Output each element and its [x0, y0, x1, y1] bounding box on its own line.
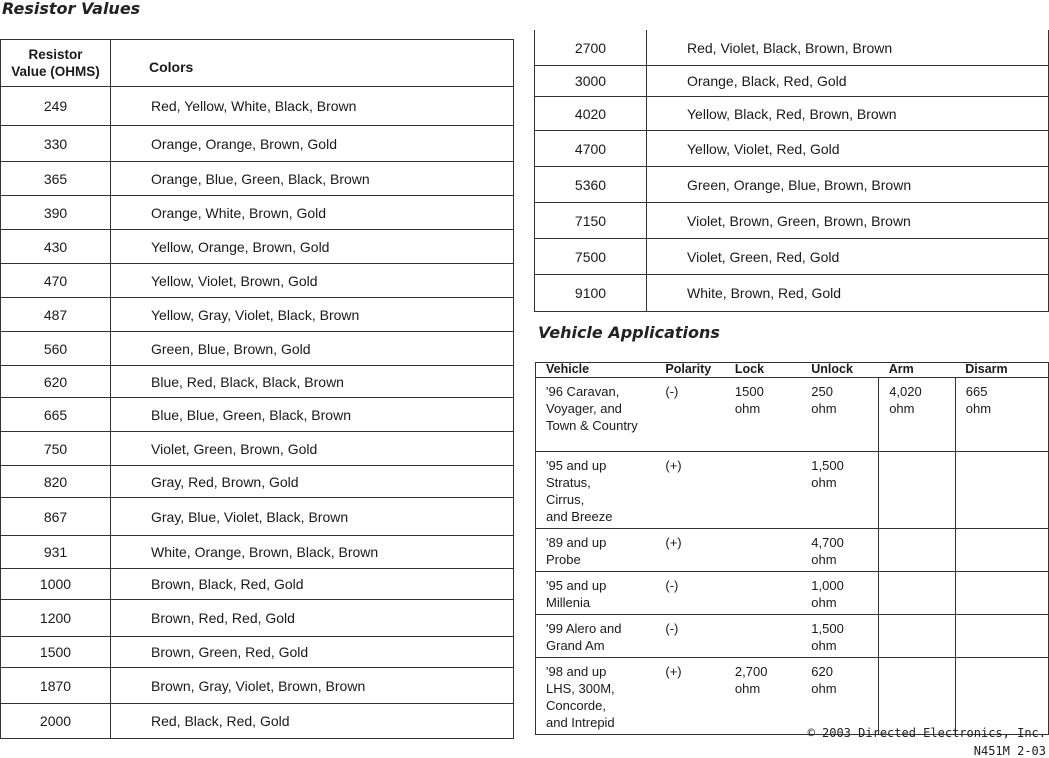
vehicle-cell-arm: 4,020 ohm	[879, 378, 956, 452]
value-header-line1: Resistor	[28, 47, 83, 62]
value-column-header	[1, 40, 111, 87]
vehicle-cell-disarm	[955, 452, 1048, 529]
resistor-colors: Brown, Green, Red, Gold	[111, 637, 514, 668]
document-id: N451M 2-03	[973, 744, 1046, 758]
vehicle-cell-disarm: 665 ohm	[955, 378, 1048, 452]
resistor-row	[535, 30, 1049, 66]
resistor-value: 2700	[535, 30, 647, 66]
vehicle-cell-unlock: 1,500 ohm	[801, 452, 878, 529]
resistor-row	[1, 366, 514, 398]
vehicle-row	[536, 615, 1049, 658]
vehicle-cell-vehicle: '89 and up Probe	[536, 529, 656, 572]
vehicle-cell-lock: 1500 ohm	[725, 378, 801, 452]
vehicle-table-header	[536, 363, 1049, 378]
resistor-colors: White, Brown, Red, Gold	[647, 275, 1049, 312]
resistor-value: 487	[1, 298, 111, 332]
resistor-row	[1, 126, 514, 162]
resistor-row	[535, 203, 1049, 239]
resistor-row	[535, 97, 1049, 131]
vehicle-cell-lock	[725, 529, 801, 572]
resistor-row	[1, 637, 514, 668]
resistor-colors: Yellow, Orange, Brown, Gold	[111, 230, 514, 264]
resistor-table-right	[534, 30, 1049, 312]
resistor-value: 249	[1, 87, 111, 126]
resistor-value: 3000	[535, 66, 647, 97]
vehicle-cell-vehicle: '96 Caravan, Voyager, and Town & Country	[536, 378, 656, 452]
vehicle-cell-arm	[879, 529, 956, 572]
resistor-row	[1, 498, 514, 536]
resistor-colors: Gray, Red, Brown, Gold	[111, 466, 514, 498]
vehicle-cell-disarm	[955, 615, 1048, 658]
vehicle-cell-arm	[879, 572, 956, 615]
resistor-value: 620	[1, 366, 111, 398]
vehicle-cell-unlock: 1,500 ohm	[801, 615, 878, 658]
colors-column-header: Colors	[111, 40, 514, 87]
vehicle-cell-vehicle: '95 and up Millenia	[536, 572, 656, 615]
vehicle-applications-table	[535, 362, 1049, 735]
vehicle-cell-unlock: 620 ohm	[801, 658, 878, 735]
resistor-row	[1, 704, 514, 739]
vehicle-cell-lock	[725, 615, 801, 658]
resistor-value: 390	[1, 196, 111, 230]
resistor-row	[1, 264, 514, 298]
resistor-value: 470	[1, 264, 111, 298]
resistor-colors: Orange, White, Brown, Gold	[111, 196, 514, 230]
resistor-colors: Violet, Green, Red, Gold	[647, 239, 1049, 275]
resistor-row	[1, 569, 514, 600]
resistor-row	[535, 239, 1049, 275]
resistor-values-title: Resistor Values	[2, 0, 141, 18]
vehicle-row	[536, 572, 1049, 615]
column-header-polarity: Polarity	[655, 363, 725, 378]
resistor-colors: Yellow, Black, Red, Brown, Brown	[647, 97, 1049, 131]
vehicle-cell-arm	[879, 658, 956, 735]
resistor-colors: Yellow, Gray, Violet, Black, Brown	[111, 298, 514, 332]
resistor-colors: Yellow, Violet, Brown, Gold	[111, 264, 514, 298]
resistor-row	[1, 600, 514, 637]
resistor-colors: Orange, Orange, Brown, Gold	[111, 126, 514, 162]
resistor-colors: Violet, Brown, Green, Brown, Brown	[647, 203, 1049, 239]
vehicle-cell-disarm	[955, 572, 1048, 615]
vehicle-row	[536, 529, 1049, 572]
value-header-line2: Value (OHMS)	[11, 64, 100, 79]
column-header-disarm: Disarm	[955, 363, 1048, 378]
resistor-value: 2000	[1, 704, 111, 739]
resistor-colors: Brown, Black, Red, Gold	[111, 569, 514, 600]
resistor-value: 330	[1, 126, 111, 162]
vehicle-cell-polarity: (+)	[655, 529, 725, 572]
resistor-row	[1, 196, 514, 230]
vehicle-cell-polarity: (+)	[655, 452, 725, 529]
resistor-colors: Green, Blue, Brown, Gold	[111, 332, 514, 366]
vehicle-cell-vehicle: '98 and up LHS, 300M, Concorde, and Intrepid	[536, 658, 656, 735]
column-header-arm: Arm	[879, 363, 956, 378]
resistor-table-header	[1, 40, 514, 87]
resistor-value: 9100	[535, 275, 647, 312]
vehicle-cell-unlock: 1,000 ohm	[801, 572, 878, 615]
vehicle-cell-unlock: 4,700 ohm	[801, 529, 878, 572]
resistor-value: 1870	[1, 668, 111, 704]
vehicle-row	[536, 452, 1049, 529]
column-header-vehicle: Vehicle	[536, 363, 656, 378]
vehicle-cell-arm	[879, 615, 956, 658]
vehicle-cell-polarity: (+)	[655, 658, 725, 735]
resistor-table-left	[0, 39, 514, 739]
resistor-value: 7500	[535, 239, 647, 275]
resistor-row	[1, 230, 514, 264]
resistor-value: 4020	[535, 97, 647, 131]
resistor-value: 560	[1, 332, 111, 366]
resistor-row	[535, 275, 1049, 312]
resistor-row	[1, 466, 514, 498]
resistor-colors: Red, Black, Red, Gold	[111, 704, 514, 739]
resistor-colors: Orange, Blue, Green, Black, Brown	[111, 162, 514, 196]
resistor-row	[535, 131, 1049, 167]
resistor-value: 665	[1, 398, 111, 432]
vehicle-cell-lock	[725, 452, 801, 529]
column-header-lock: Lock	[725, 363, 801, 378]
resistor-value: 1500	[1, 637, 111, 668]
resistor-row	[1, 87, 514, 126]
vehicle-applications-title: Vehicle Applications	[538, 323, 720, 342]
vehicle-cell-polarity: (-)	[655, 572, 725, 615]
vehicle-cell-lock: 2,700 ohm	[725, 658, 801, 735]
resistor-colors: White, Orange, Brown, Black, Brown	[111, 536, 514, 569]
resistor-value: 430	[1, 230, 111, 264]
vehicle-cell-disarm	[955, 529, 1048, 572]
resistor-value: 820	[1, 466, 111, 498]
resistor-colors: Brown, Gray, Violet, Brown, Brown	[111, 668, 514, 704]
vehicle-cell-polarity: (-)	[655, 378, 725, 452]
resistor-colors: Gray, Blue, Violet, Black, Brown	[111, 498, 514, 536]
resistor-value: 5360	[535, 167, 647, 203]
resistor-colors: Green, Orange, Blue, Brown, Brown	[647, 167, 1049, 203]
resistor-value: 1000	[1, 569, 111, 600]
vehicle-row	[536, 378, 1049, 452]
vehicle-row	[536, 658, 1049, 735]
resistor-row	[1, 298, 514, 332]
resistor-colors: Blue, Blue, Green, Black, Brown	[111, 398, 514, 432]
resistor-row	[535, 167, 1049, 203]
resistor-row	[1, 536, 514, 569]
resistor-colors: Orange, Black, Red, Gold	[647, 66, 1049, 97]
resistor-colors: Red, Violet, Black, Brown, Brown	[647, 30, 1049, 66]
vehicle-cell-lock	[725, 572, 801, 615]
vehicle-cell-disarm	[955, 658, 1048, 735]
vehicle-cell-polarity: (-)	[655, 615, 725, 658]
resistor-colors: Brown, Red, Red, Gold	[111, 600, 514, 637]
vehicle-cell-vehicle: '99 Alero and Grand Am	[536, 615, 656, 658]
resistor-row	[1, 432, 514, 466]
resistor-value: 7150	[535, 203, 647, 239]
resistor-row	[1, 668, 514, 704]
resistor-colors: Yellow, Violet, Red, Gold	[647, 131, 1049, 167]
resistor-value: 750	[1, 432, 111, 466]
vehicle-cell-unlock: 250 ohm	[801, 378, 878, 452]
copyright-notice: © 2003 Directed Electronics, Inc.	[807, 726, 1046, 740]
resistor-row	[1, 332, 514, 366]
resistor-row	[1, 162, 514, 196]
column-header-unlock: Unlock	[801, 363, 878, 378]
resistor-value: 931	[1, 536, 111, 569]
resistor-value: 867	[1, 498, 111, 536]
resistor-colors: Blue, Red, Black, Black, Brown	[111, 366, 514, 398]
resistor-value: 4700	[535, 131, 647, 167]
resistor-value: 1200	[1, 600, 111, 637]
resistor-colors: Violet, Green, Brown, Gold	[111, 432, 514, 466]
vehicle-cell-arm	[879, 452, 956, 529]
resistor-row	[1, 398, 514, 432]
resistor-row	[535, 66, 1049, 97]
resistor-value: 365	[1, 162, 111, 196]
vehicle-cell-vehicle: '95 and up Stratus, Cirrus, and Breeze	[536, 452, 656, 529]
resistor-colors: Red, Yellow, White, Black, Brown	[111, 87, 514, 126]
